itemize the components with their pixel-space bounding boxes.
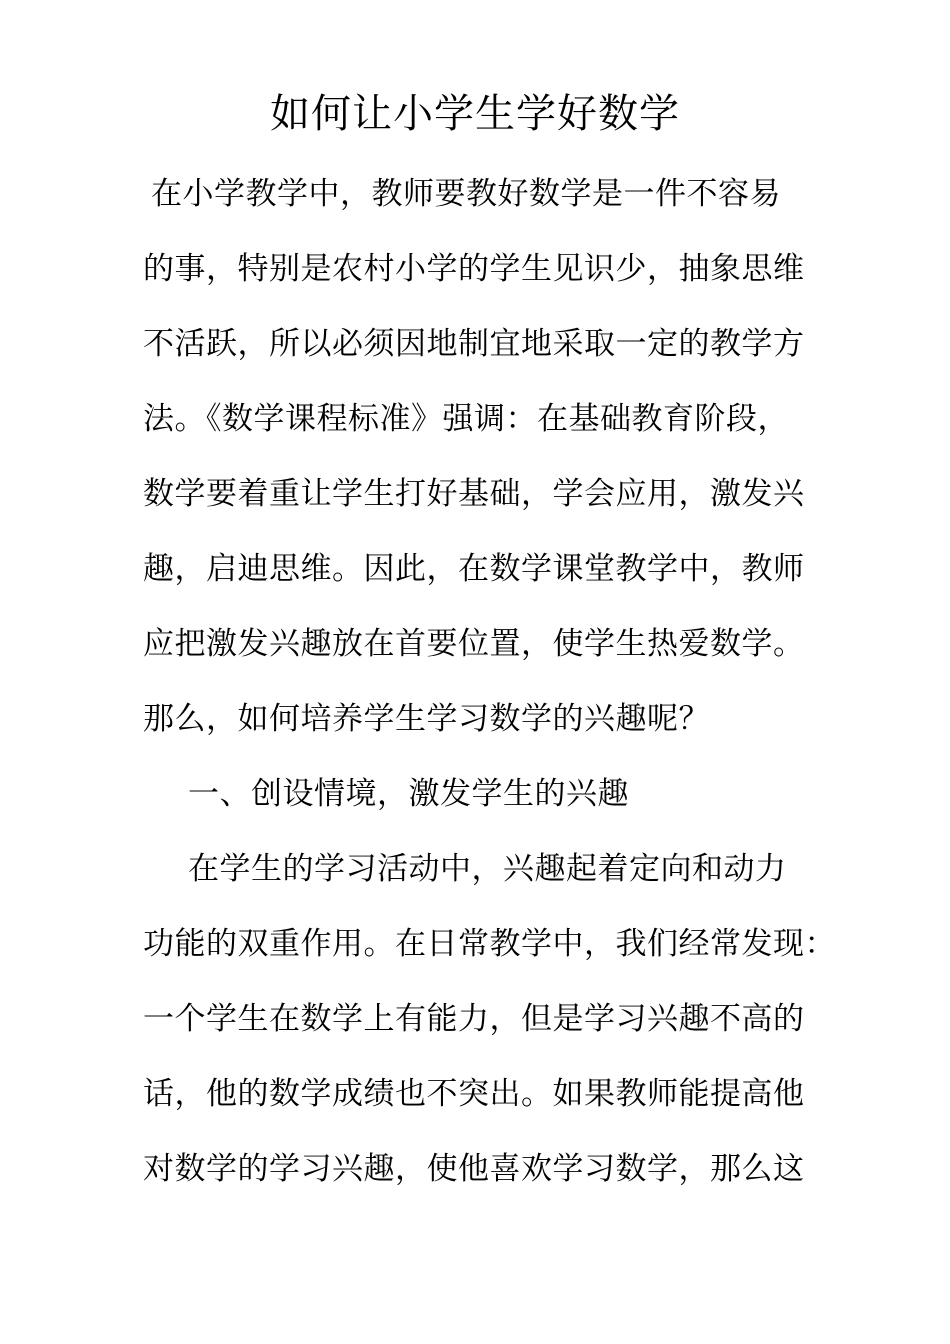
paragraph-line-6: 趣，启迪思维。因此，在数学课堂教学中，教师 [143,551,805,587]
paragraph-line-13: 对数学的学习兴趣，使他喜欢学习数学，那么这 [143,1151,805,1187]
paragraph-line-1: 在小学教学中，教师要教好数学是一件不容易 [151,176,781,212]
paragraph-line-12: 话，他的数学成绩也不突出。如果教师能提高他 [143,1076,805,1112]
paragraph-line-5: 数学要着重让学生打好基础，学会应用，激发兴 [143,476,805,512]
section-heading: 一、创设情境，激发学生的兴趣 [188,776,629,812]
paragraph-line-2: 的事，特别是农村小学的学生见识少，抽象思维 [143,251,805,287]
paragraph-line-3: 不活跃，所以必须因地制宜地采取一定的教学方 [143,326,805,362]
paragraph-line-7: 应把激发兴趣放在首要位置，使学生热爱数学。 [143,626,805,662]
paragraph-line-11: 一个学生在数学上有能力，但是学习兴趣不高的 [143,1001,805,1037]
paragraph-line-4: 法。《数学课程标准》强调：在基础教育阶段， [143,401,789,437]
paragraph-line-9: 在学生的学习活动中，兴趣起着定向和动力 [188,851,787,887]
paragraph-line-8: 那么，如何培养学生学习数学的兴趣呢？ [143,701,710,737]
paragraph-line-10: 功能的双重作用。在日常教学中，我们经常发现： [143,926,836,962]
document-title: 如何让小学生学好数学 [270,91,680,137]
